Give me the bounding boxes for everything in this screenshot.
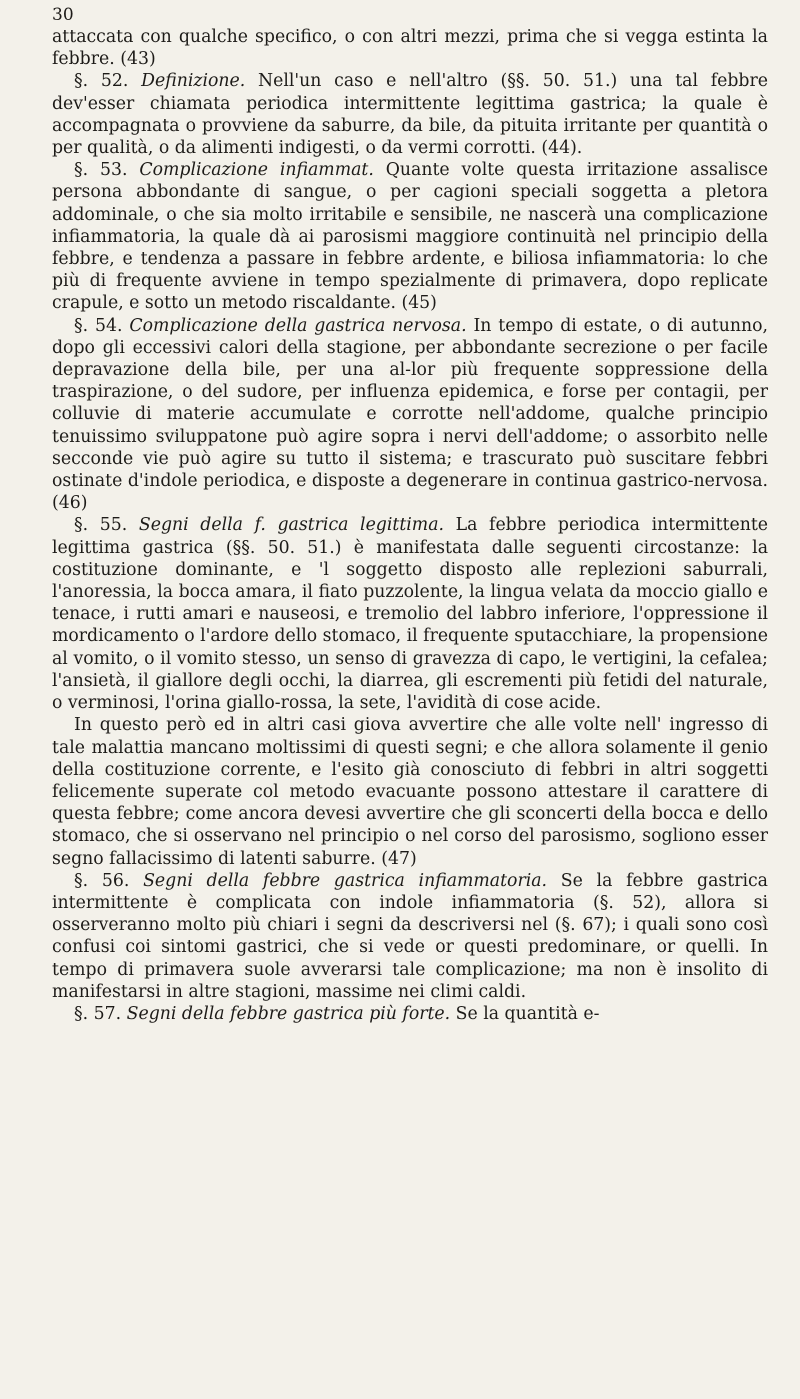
paragraph-52 [52,70,768,159]
paragraph-intro: attaccata con qualche specifico, o con altri mezzi, prima che si vegga estinta la febbre. (43) [52,27,768,70]
section-mark: §. 56. [74,870,130,891]
section-body: Nell'un caso e nell'altro (§§. 50. 51.) una tal febbre dev'esser chiamata periodica intermittente legittima gastrica; la quale è accompagnata o provviene da saburre, da bile, da pituita irritante per quantità o per qualità, o da alimenti indigesti, o da vermi corrotti. (44). [52,71,768,159]
section-title: Segni della febbre gastrica più forte. [126,1003,451,1024]
section-body: In tempo di estate, o di autunno, dopo gli eccessivi calori della stagione, per abbondante secrezione o per facile depravazione della bile, per una al-lor più frequente soppressione della traspirazione, o del sudore, per influenza epidemica, e forse per contagii, per colluvie di materie accumulate e corrotte nell'addome, qualche principio tenuissimo sviluppatone può agire sopra i nervi dell'addome; o assorbito nelle secconde vie può agire su tutto il sistema; e trascurato può suscitare febbri ostinate d'indole periodica, e disposte a degenerare in continua gastrico-nervosa. (46) [52,315,768,514]
paragraph-54 [52,315,768,515]
paragraph-53 [52,159,768,314]
paragraph-56 [52,870,768,1003]
section-body: La febbre periodica intermittente legittima gastrica (§§. 50. 51.) è manifestata dalle seguenti circostanze: la costituzione dominante, e 'l soggetto disposto alle replezioni saburrali, l'anoressia, la bocca amara, il fiato puzzolente, la lingua velata da moccio giallo e tenace, i rutti amari e nauseosi, e tremolio del labbro inferiore, l'oppressione il mordicamento o l'ardore dello stomaco, il frequente sputacchiare, la propensione al vomito, o il vomito stesso, un senso di gravezza di capo, le vertigini, la cefalea; l'ansietà, il giallore degli occhi, la diarrea, gli escrementi più fetidi del naturale, o verminosi, l'orina giallo-rossa, la sete, l'avidità di cose acide. [52,515,769,714]
section-title: Segni della f. gastrica legittima. [138,515,444,536]
section-body: Se la quantità e- [455,1003,600,1024]
paragraph-57 [52,1003,768,1025]
section-title: Complicazione della gastrica nervosa. [129,315,467,336]
page-number: 30 [52,5,74,25]
section-body: Quante volte questa irritazione assalisce persona abbondante di sangue, o per cagioni speciali soggetta a pletora addominale, o che sia molto irritabile e sensibile, ne nascerà una complicazione infiammatoria, la quale dà ai parosismi maggiore continuità nel principio della febbre, e tendenza a passare in febbre ardente, e biliosa infiammatoria: lo che più di frequente avviene in tempo spezialmente di primavera, dopo replicate crapule, e sotto un metodo riscaldante. (45) [52,160,768,314]
section-title: Definizione. [141,71,246,92]
paragraph-55 [52,514,768,714]
section-mark: §. 53. [74,160,128,181]
section-mark: §. 57. [74,1003,122,1024]
section-mark: §. 52. [74,71,129,92]
section-title: Segni della febbre gastrica infiammatoria. [143,870,548,891]
section-title: Complicazione infiammat. [139,160,374,181]
paragraph-55-note: In questo però ed in altri casi giova avvertire che alle volte nell' ingresso di tale malattia mancano moltissimi di questi segni; e che allora solamente il genio della costituzione corrente, e l'esito già conosciuto di febbri in altri soggetti felicemente superate col metodo evacuante possono attestare il carattere di questa febbre; come ancora devesi avvertire che gli sconcerti della bocca e dello stomaco, che si osservano nel principio o nel corso del parosismo, sogliono esser segno fallacissimo di latenti saburre. (47) [52,715,768,869]
section-body: Se la febbre gastrica intermittente è complicata con indole infiammatoria (§. 52), allora si osserveranno molto più chiari i segni da descriversi nel (§. 67); i quali sono così confusi coi sintomi gastrici, che si vede or questi predominare, or quelli. In tempo di primavera suole avverarsi tale complicazione; ma non è insolito di manifestarsi in altre stagioni, massime nei climi caldi. [52,870,768,1002]
section-mark: §. 54. [74,315,123,336]
section-mark: §. 55. [74,515,128,536]
